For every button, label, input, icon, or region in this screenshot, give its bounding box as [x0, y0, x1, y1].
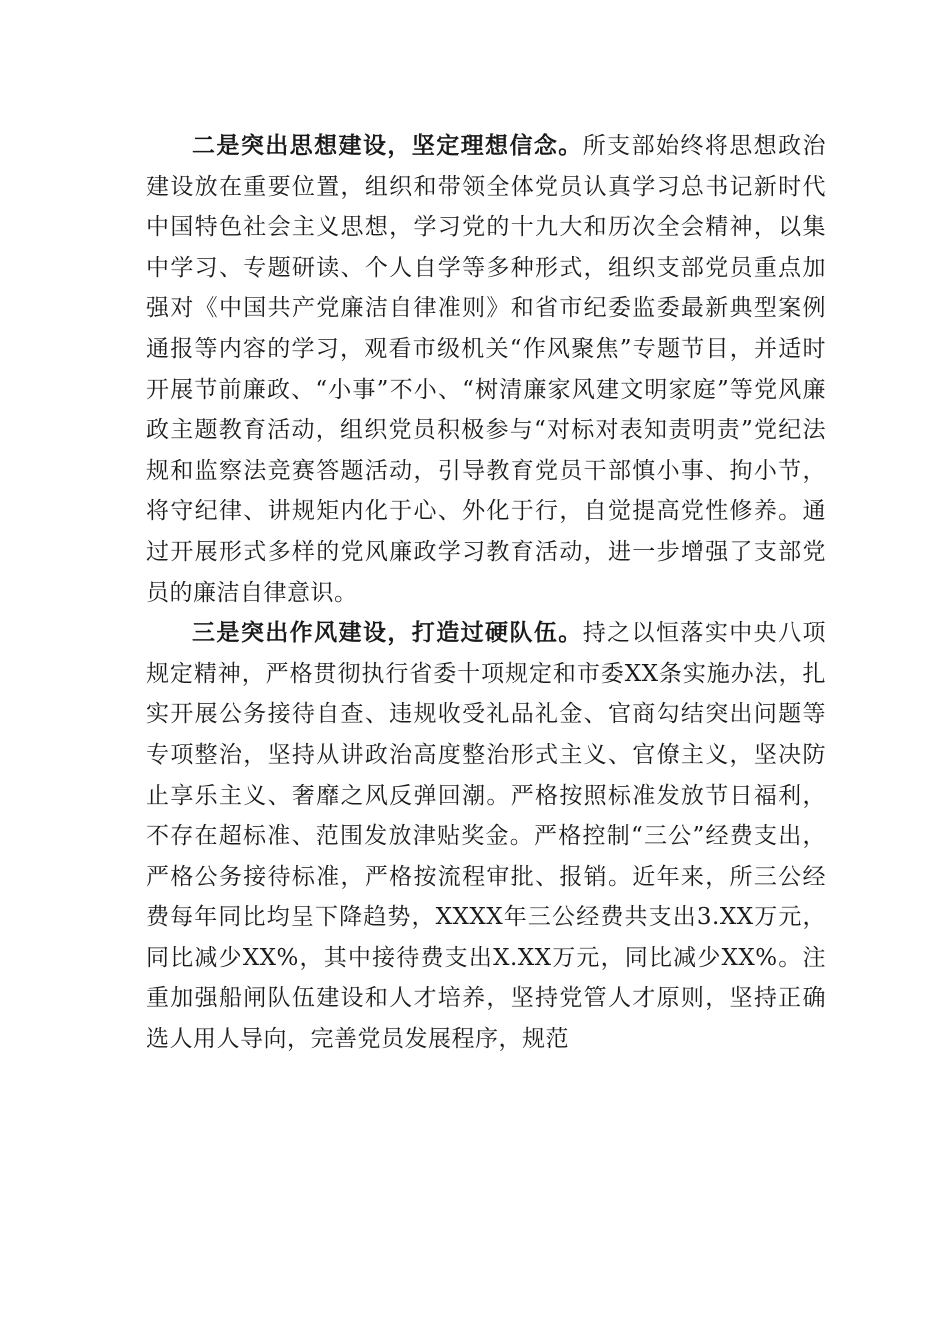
- paragraph-work-style-building: [146, 613, 826, 1060]
- paragraph-text: 持之以恒落实中央八项规定精神，严格贯彻执行省委十项规定和市委XX条实施办法，扎实开展公务接待自查、违规收受礼品礼金、官商勾结突出问题等专项整治，坚持从讲政治高度整治形式主义、官僚主义，坚决防止享乐主义、奢靡之风反弹回潮。严格按照标准发放节日福利，不存在超标准、范围发放津贴奖金。严格控制“三公”经费支出，严格公务接待标准，严格按流程审批、报销。近年来，所三公经费每年同比均呈下降趋势，XXXX年三公经费共支出3.XX万元，同比减少XX%，其中接待费支出X.XX万元，同比减少XX%。注重加强船闸队伍建设和人才培养，坚持党管人才原则，坚持正确选人用人导向，完善党员发展程序，规范: [146, 620, 827, 1053]
- paragraph-heading: 三是突出作风建设，打造过硬队伍。: [192, 619, 583, 647]
- document-body: [146, 126, 826, 1060]
- paragraph-ideological-building: [146, 126, 826, 613]
- paragraph-heading: 二是突出思想建设，坚定理想信念。: [192, 132, 583, 159]
- paragraph-text: 所支部始终将思想政治建设放在重要位置，组织和带领全体党员认真学习总书记新时代中国特色社会主义思想，学习党的十九大和历次全会精神，以集中学习、专题研读、个人自学等多种形式，组织支部党员重点加强对《中国共产党廉洁自律准则》和省市纪委监委最新典型案例通报等内容的学习，观看市级机关“作风聚焦”专题节目，并适时开展节前廉政、“小事”不小、“树清廉家风建文明家庭”等党风廉政主题教育活动，组织党员积极参与“对标对表知责明责”党纪法规和监察法竞赛答题活动，引导教育党员干部慎小事、拘小节，将守纪律、讲规矩内化于心、外化于行，自觉提高党性修养。通过开展形式多样的党风廉政学习教育活动，进一步增强了支部党员的廉洁自律意识。: [146, 133, 827, 606]
